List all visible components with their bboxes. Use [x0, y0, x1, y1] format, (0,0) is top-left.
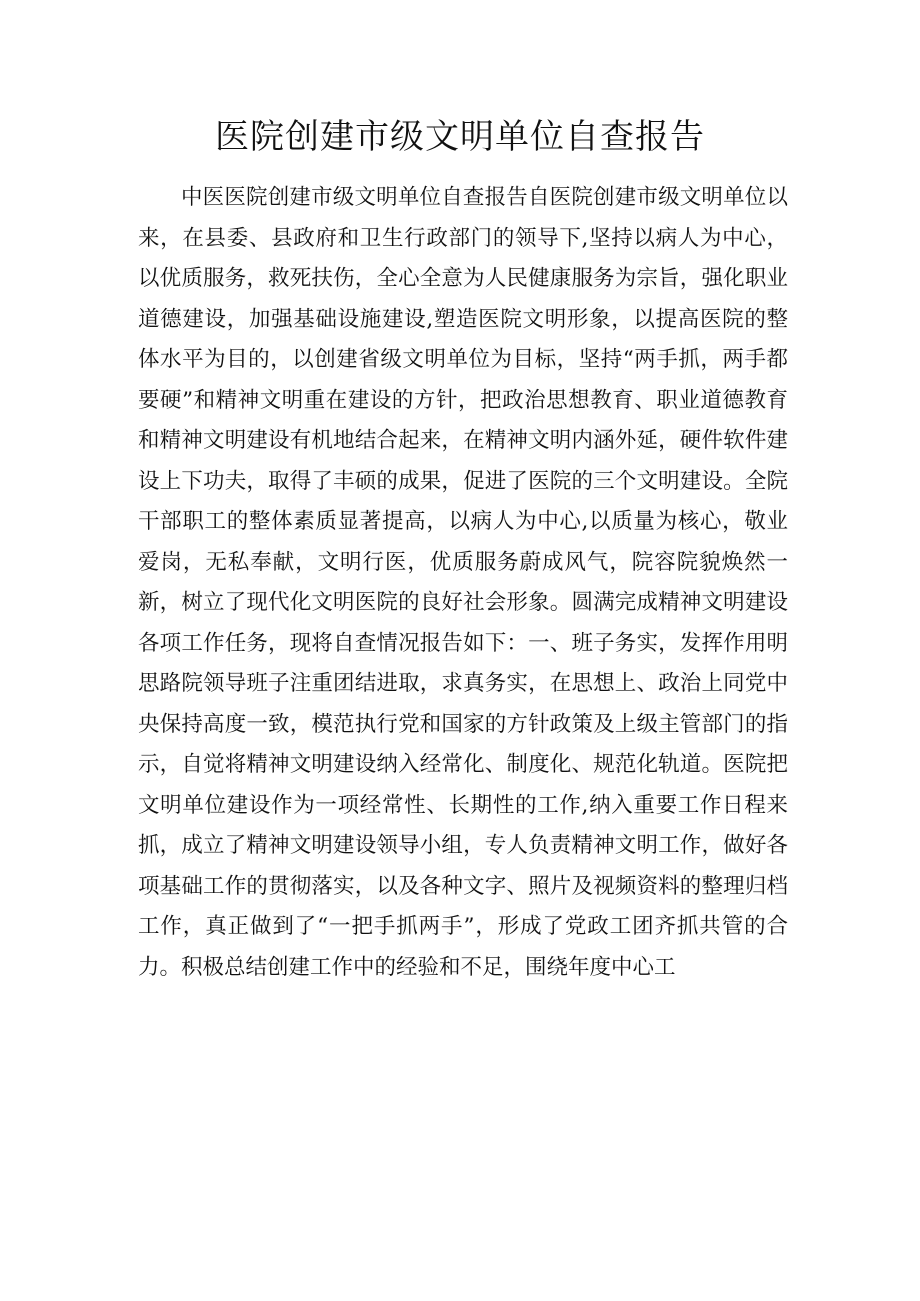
document-title: 医院创建市级文明单位自查报告	[215, 117, 705, 157]
document-body-paragraph: 中医医院创建市级文明单位自查报告自医院创建市级文明单位以来，在县委、县政府和卫生行政部门的领导下,坚持以病人为中心，以优质服务，救死扶伤，全心全意为人民健康服务为宗旨，强化职业道德建设，加强基础设施建设,塑造医院文明形象，以提高医院的整体水平为目的，以创建省级文明单位为目标，坚持“两手抓，两手都要硬”和精神文明重在建设的方针，把政治思想教育、职业道德教育和精神文明建设有机地结合起来，在精神文明内涵外延，硬件软件建设上下功夫，取得了丰硕的成果，促进了医院的三个文明建设。全院干部职工的整体素质显著提高，以病人为中心,以质量为核心，敬业爱岗，无私奉献，文明行医，优质服务蔚成风气，院容院貌焕然一新，树立了现代化文明医院的良好社会形象。圆满完成精神文明建设各项工作任务，现将自查情况报告如下：一、班子务实，发挥作用明思路院领导班子注重团结进取，求真务实，在思想上、政治上同党中央保持高度一致，模范执行党和国家的方针政策及上级主管部门的指示，自觉将精神文明建设纳入经常化、制度化、规范化轨道。医院把文明单位建设作为一项经常性、长期性的工作,纳入重要工作日程来抓，成立了精神文明建设领导小组，专人负责精神文明工作，做好各项基础工作的贯彻落实，以及各种文字、照片及视频资料的整理归档工作，真正做到了“一把手抓两手”，形成了党政工团齐抓共管的合力。积极总结创建工作中的经验和不足，围绕年度中心工	[138, 185, 788, 980]
